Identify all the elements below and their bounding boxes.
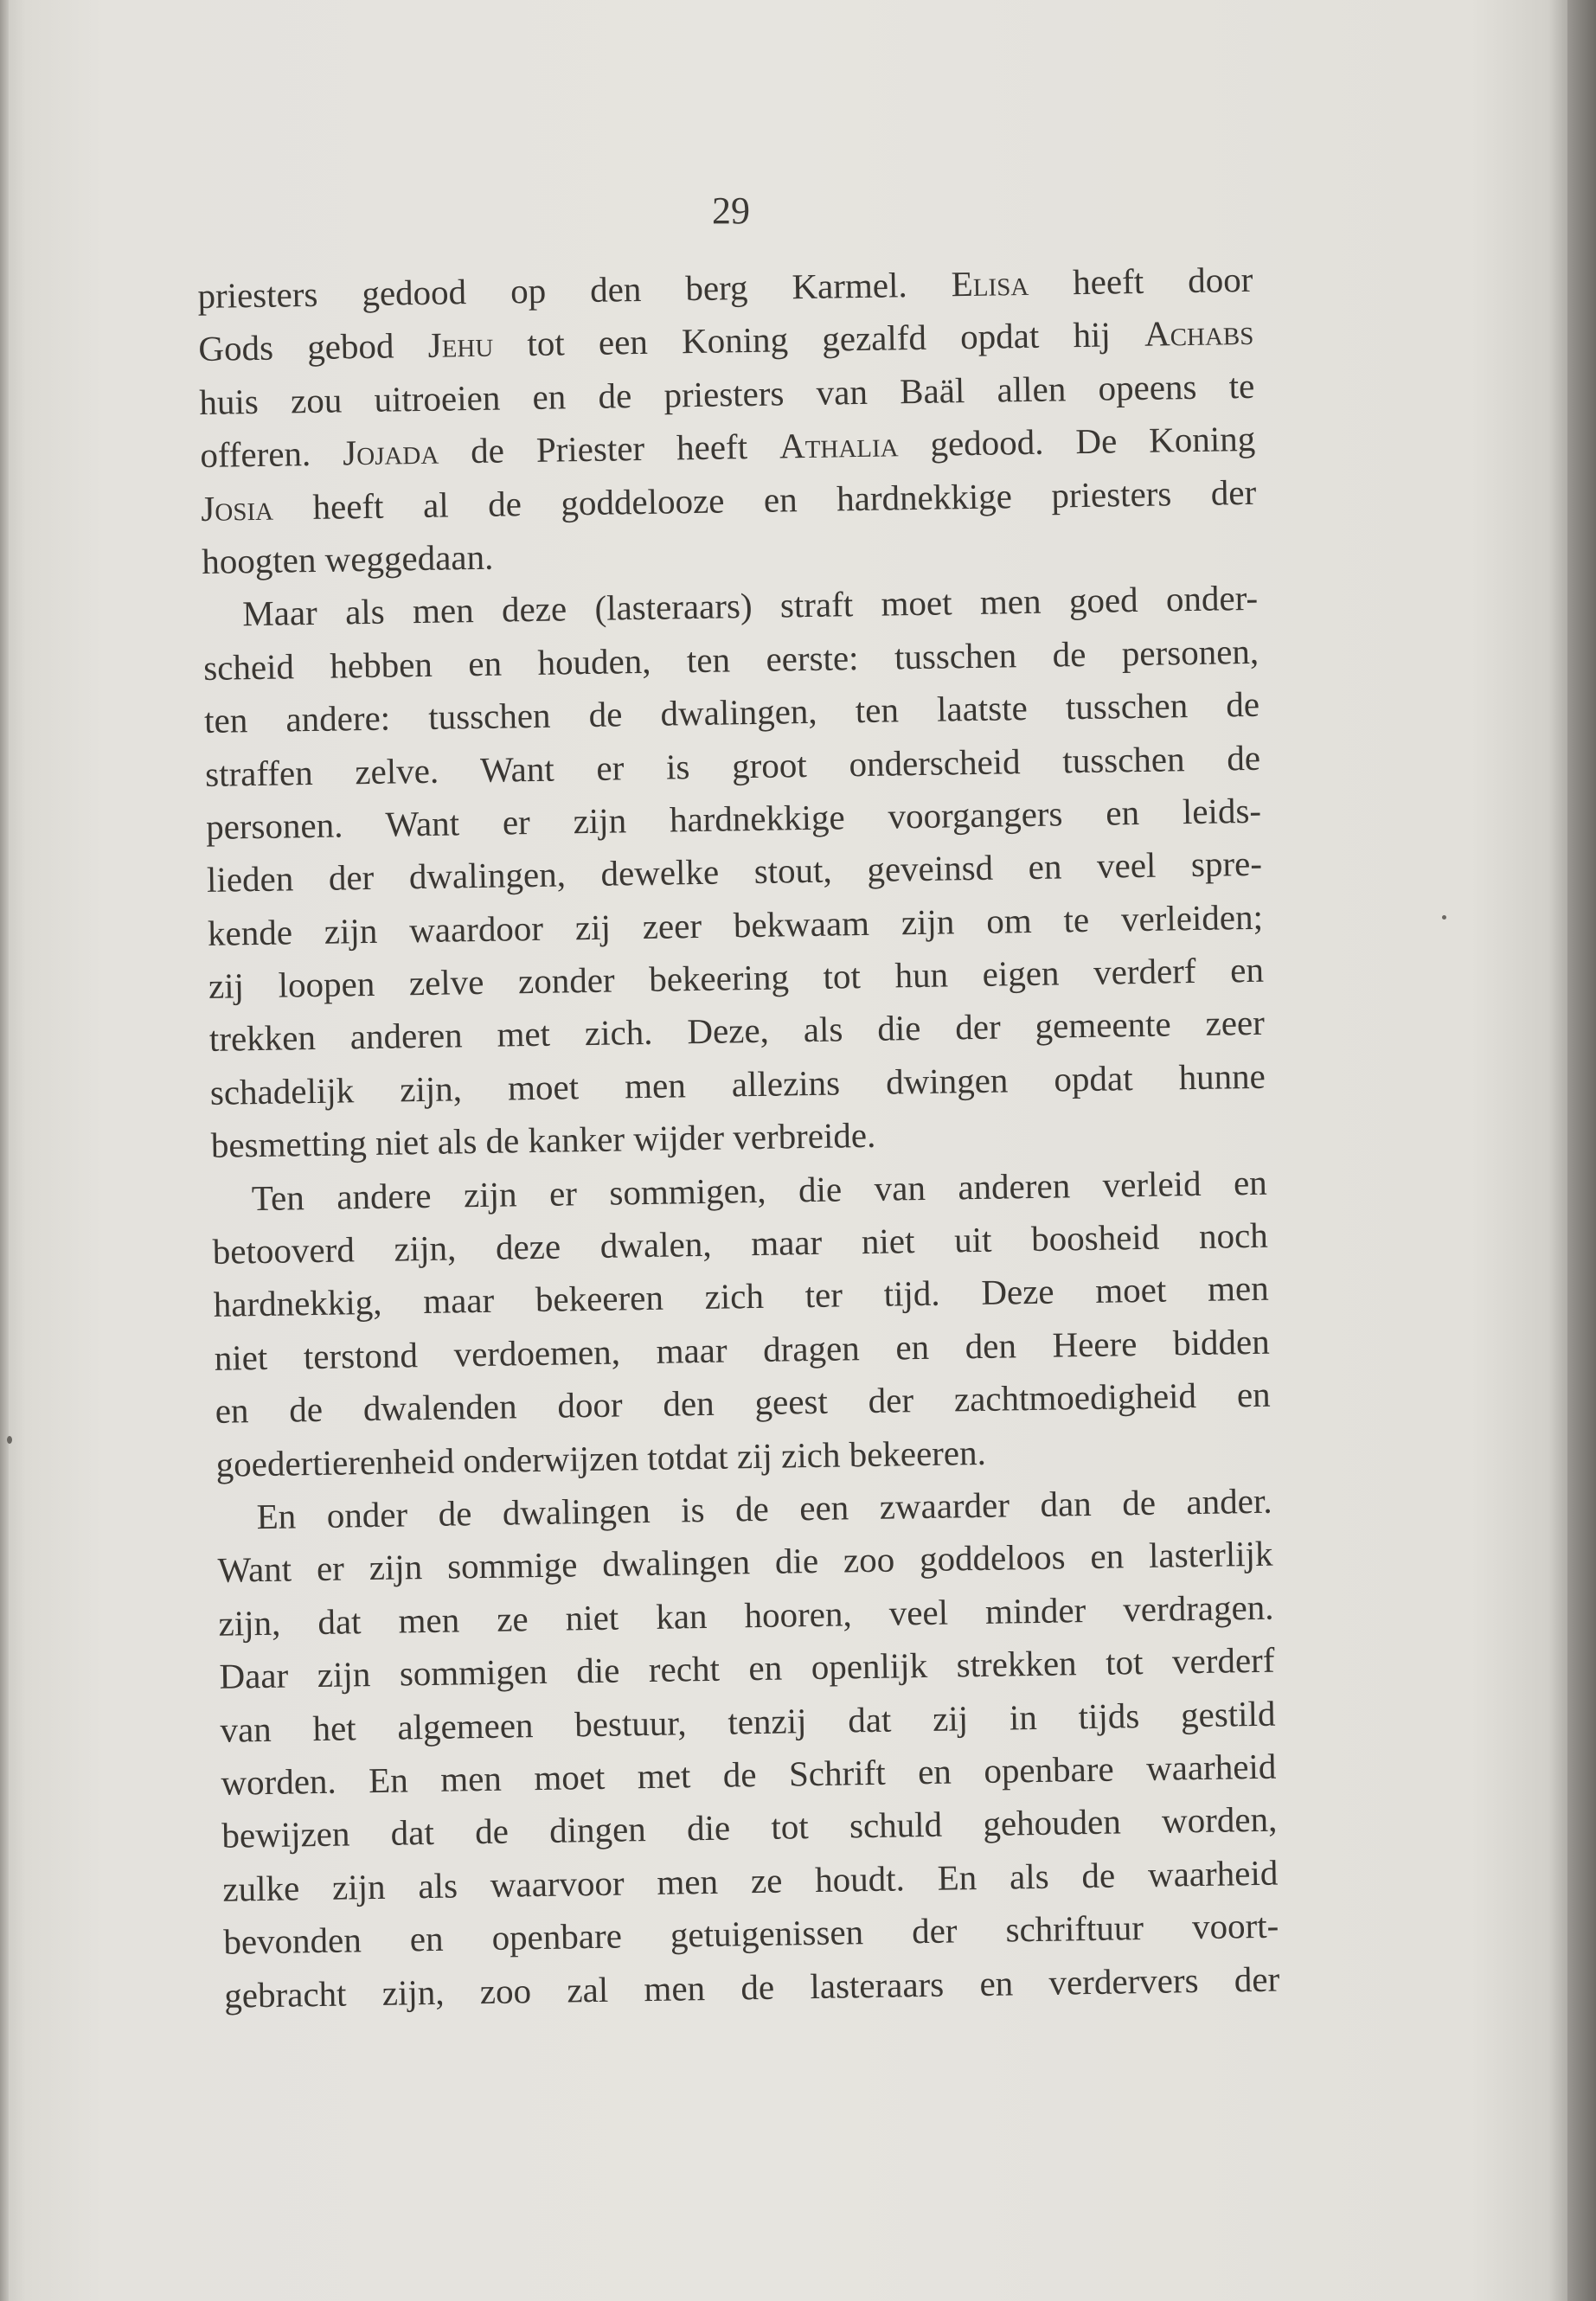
name-small-caps: Achabs <box>1144 312 1254 355</box>
text-run: van het algemeen bestuur, tenzij dat zij in tijds gestild <box>220 1693 1276 1750</box>
text-run: kende zijn waardoor zij zeer bekwaam zijn om te verleiden; <box>207 896 1264 953</box>
text-run: Maar als men deze (lasteraars) straft moet men goed onder- <box>241 578 1259 634</box>
page-left-shadow <box>0 0 9 2301</box>
name-small-caps: Elisa <box>951 262 1029 304</box>
paper-speck <box>7 1436 12 1444</box>
text-run: Ten andere zijn er sommigen, die van anderen verleid en <box>251 1162 1268 1218</box>
text-run: heeft al de goddelooze en hardnekkige priesters der <box>272 471 1257 528</box>
text-run: Want er zijn sommige dwalingen die zoo goddeloos en lasterlijk <box>217 1534 1273 1591</box>
text-run: straffen zelve. Want er is groot onderscheid tusschen de <box>204 737 1261 794</box>
text-run: zij loopen zelve zonder bekeering tot hun eigen verderf en <box>208 949 1265 1006</box>
text-run: ten andere: tusschen de dwalingen, ten laatste tusschen de <box>203 683 1260 741</box>
text-run: tot een Koning gezalfd opdat hij <box>492 314 1145 365</box>
text-run: goedertierenheid onderwijzen totdat zij zich bekeeren. <box>215 1432 987 1484</box>
text-run: besmetting niet als de kanker wijder verbreide. <box>210 1115 876 1166</box>
paper-speck <box>1442 915 1446 920</box>
text-run: gedood. De Koning <box>898 418 1256 465</box>
text-run: bevonden en openbare getuigenissen der schriftuur voort- <box>223 1905 1279 1962</box>
name-small-caps: Josia <box>200 487 274 529</box>
text-run: offeren. <box>200 433 343 476</box>
text-run: en de dwalenden door den geest der zachtmoedigheid en <box>215 1374 1271 1432</box>
page-right-edge <box>1567 0 1596 2301</box>
text-run: huis zou uitroeien en de priesters van Baäl allen opeens te <box>199 365 1255 422</box>
text-run: worden. En men moet met de Schrift en openbare waarheid <box>221 1746 1277 1803</box>
text-run: trekken anderen met zich. Deze, als die der gemeente zeer <box>208 1003 1266 1060</box>
name-small-caps: Athalia <box>779 424 899 466</box>
name-small-caps: Jehu <box>427 324 494 366</box>
text-run: Daar zijn sommigen die recht en openlijk strekken tot verderf <box>219 1639 1275 1696</box>
text-run: bewijzen dat de dingen die tot schuld gehouden worden, <box>221 1798 1278 1856</box>
text-run: lieden der dwalingen, dewelke stout, geveinsd en veel spre- <box>206 843 1263 901</box>
page-number: 29 <box>712 189 750 232</box>
text-run: zijn, dat men ze niet kan hooren, veel minder verdragen. <box>218 1586 1274 1644</box>
text-run: de Priester heeft <box>438 426 780 471</box>
text-run: zulke zijn als waarvoor men ze houdt. En als de waarheid <box>222 1852 1279 1909</box>
text-run: scheid hebben en houden, ten eerste: tusschen de personen, <box>202 631 1259 688</box>
name-small-caps: Jojada <box>342 431 439 473</box>
text-run: priesters gedood op den berg Karmel. <box>197 264 952 316</box>
text-run: Gods gebod <box>198 325 429 369</box>
text-run: heeft door <box>1028 259 1253 303</box>
text-run: betooverd zijn, deze dwalen, maar niet uit boosheid noch <box>212 1215 1269 1272</box>
body-text <box>197 253 1280 2022</box>
text-run: personen. Want er zijn hardnekkige voorgangers en leids- <box>205 790 1262 847</box>
text-run: gebracht zijn, zoo zal men de lasteraars en verdervers der <box>223 1958 1280 2016</box>
text-run: En onder de dwalingen is de een zwaarder dan de ander. <box>256 1480 1272 1537</box>
text-run: hoogten weggedaan. <box>201 536 494 581</box>
text-run: schadelijk zijn, moet men allezins dwingen opdat hunne <box>209 1055 1266 1112</box>
text-run: niet terstond verdoemen, maar dragen en den Heere bidden <box>214 1321 1270 1378</box>
text-run: hardnekkig, maar bekeeren zich ter tijd. Deze moet men <box>213 1268 1270 1325</box>
